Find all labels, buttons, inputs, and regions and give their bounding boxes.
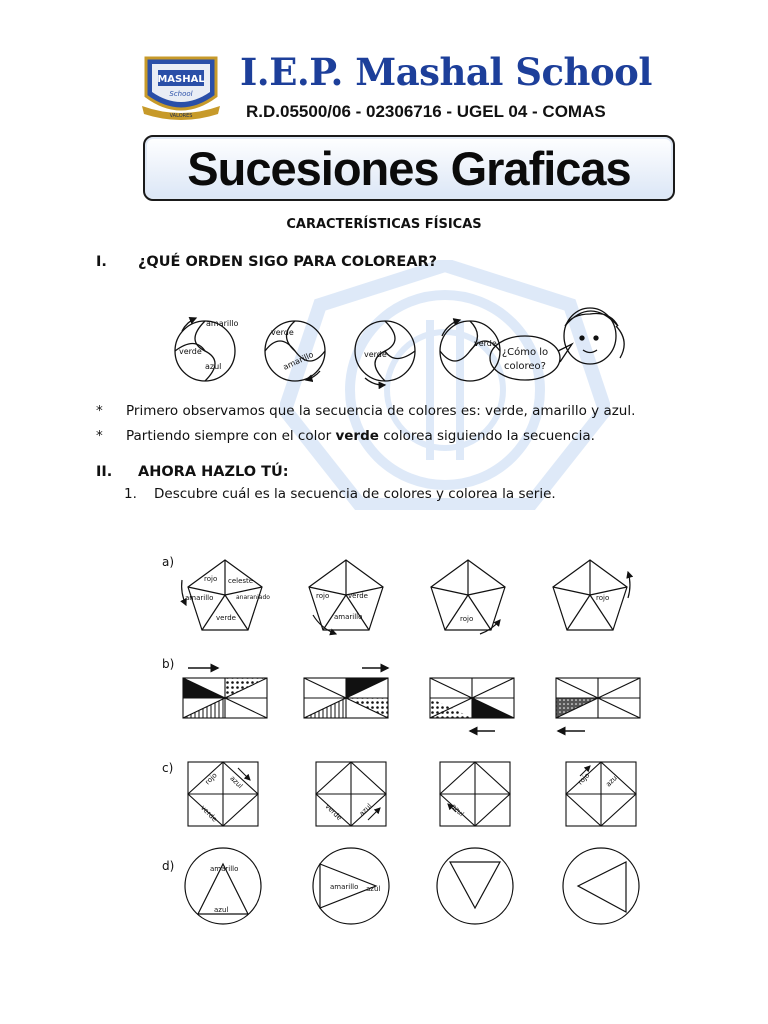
school-logo [138,52,224,122]
circle-d-3 [437,848,513,924]
section-1-title: ¿QUÉ ORDEN SIGO PARA COLOREAR? [138,254,438,270]
pentagon-4 [553,560,630,630]
row-label-a: a) [162,555,175,569]
rectangle-1 [183,678,267,718]
bullet-text: Partiendo siempre con el color [126,428,336,444]
row-label-b: b) [162,657,175,671]
square-label-verde: verde [198,803,219,824]
bullet-text: Primero observamos que la secuencia de colores es: verde, amarillo y azul. [126,403,636,419]
pentagon-label-anaranjado: anaranjado [236,594,270,601]
section-2-heading [96,464,289,480]
bullet-bold-text: verde [335,428,379,444]
example-sequence-figure [160,296,630,396]
label-verde-3: verde [364,350,387,359]
label-verde: verde [179,347,202,356]
label-amarillo-2: amarillo [281,349,315,372]
girl-face-icon [564,308,624,364]
row-d-circles [185,848,639,924]
bullet-marker: * [96,403,103,419]
label-verde-2: verde [271,328,294,337]
instruction [124,486,556,502]
speech-bubble-line-1: ¿Cómo lo [501,347,549,358]
circle-2-label-amarillo: amarillo [330,883,359,891]
bullet-marker: * [96,428,103,444]
exercise-rows [150,550,660,950]
row-b-rectangles [183,668,640,731]
row-c-squares [188,762,636,826]
pentagon-2-label-verde: verde [348,592,368,600]
square-4-label-rojo: rojo [576,771,592,787]
banner-title: Sucesiones Graficas [187,141,631,195]
row-label-c: c) [162,761,174,775]
square-label-rojo: rojo [203,771,219,787]
square-4-label-azul: azul [604,772,621,789]
instruction-number: 1. [124,486,137,502]
rectangle-4 [556,678,640,718]
square-2 [316,762,386,826]
pentagon-label-rojo: rojo [204,575,218,583]
school-registration: R.D.05500/06 - 02306716 - UGEL 04 - COMAS [246,102,606,121]
bullet-text-end: colorea siguiendo la secuencia. [378,428,595,444]
square-label-azul: azul [228,774,245,791]
school-name: I.E.P. Mashal School [240,50,652,94]
bullet-1 [96,403,635,419]
circle-d-4 [563,848,639,924]
section-1-heading [96,254,437,270]
pentagon-3-label-rojo: rojo [460,615,474,623]
circle-label-amarillo: amarillo [210,865,239,873]
pentagon-4-label-rojo: rojo [596,594,610,602]
page-subtitle: CARACTERÍSTICAS FÍSICAS [286,217,482,232]
pentagon-label-celeste: celeste [228,577,254,585]
square-2-label-azul: azul [357,802,374,818]
label-azul: azul [205,362,222,371]
square-3 [440,762,510,826]
label-amarillo: amarillo [206,319,239,328]
example-circle-4 [440,320,500,381]
circle-2-label-azul: azul [366,885,381,893]
square-4 [566,762,636,826]
rectangle-2 [304,678,388,718]
square-2-label-verde: verde [323,802,344,823]
pentagon-2-label-amarillo: amarillo [334,613,363,621]
section-2-title: AHORA HAZLO TÚ: [138,464,289,480]
instruction-text: Descubre cuál es la secuencia de colores y colorea la serie. [154,486,556,502]
rectangle-3 [430,678,514,718]
document-header [0,0,768,210]
square-1 [188,762,258,826]
speech-bubble-line-2: coloreo? [504,361,546,372]
row-label-d: d) [162,859,175,873]
bullet-2 [96,428,595,444]
speech-bubble [490,336,572,380]
logo-ribbon-text: VALORES [169,113,193,119]
pentagon-label-amarillo: amarillo [185,594,214,602]
section-2-number: II. [96,464,113,480]
section-1-number: I. [96,254,107,270]
pentagon-2-label-rojo: rojo [316,592,330,600]
logo-text: MASHAL [157,74,205,85]
title-banner [143,135,675,201]
label-verde-4: verde [474,339,497,348]
pentagon-label-verde: verde [216,614,236,622]
square-3-label-azul: azul [449,802,466,819]
logo-subtext: School [169,90,193,98]
circle-label-azul: azul [214,906,229,914]
